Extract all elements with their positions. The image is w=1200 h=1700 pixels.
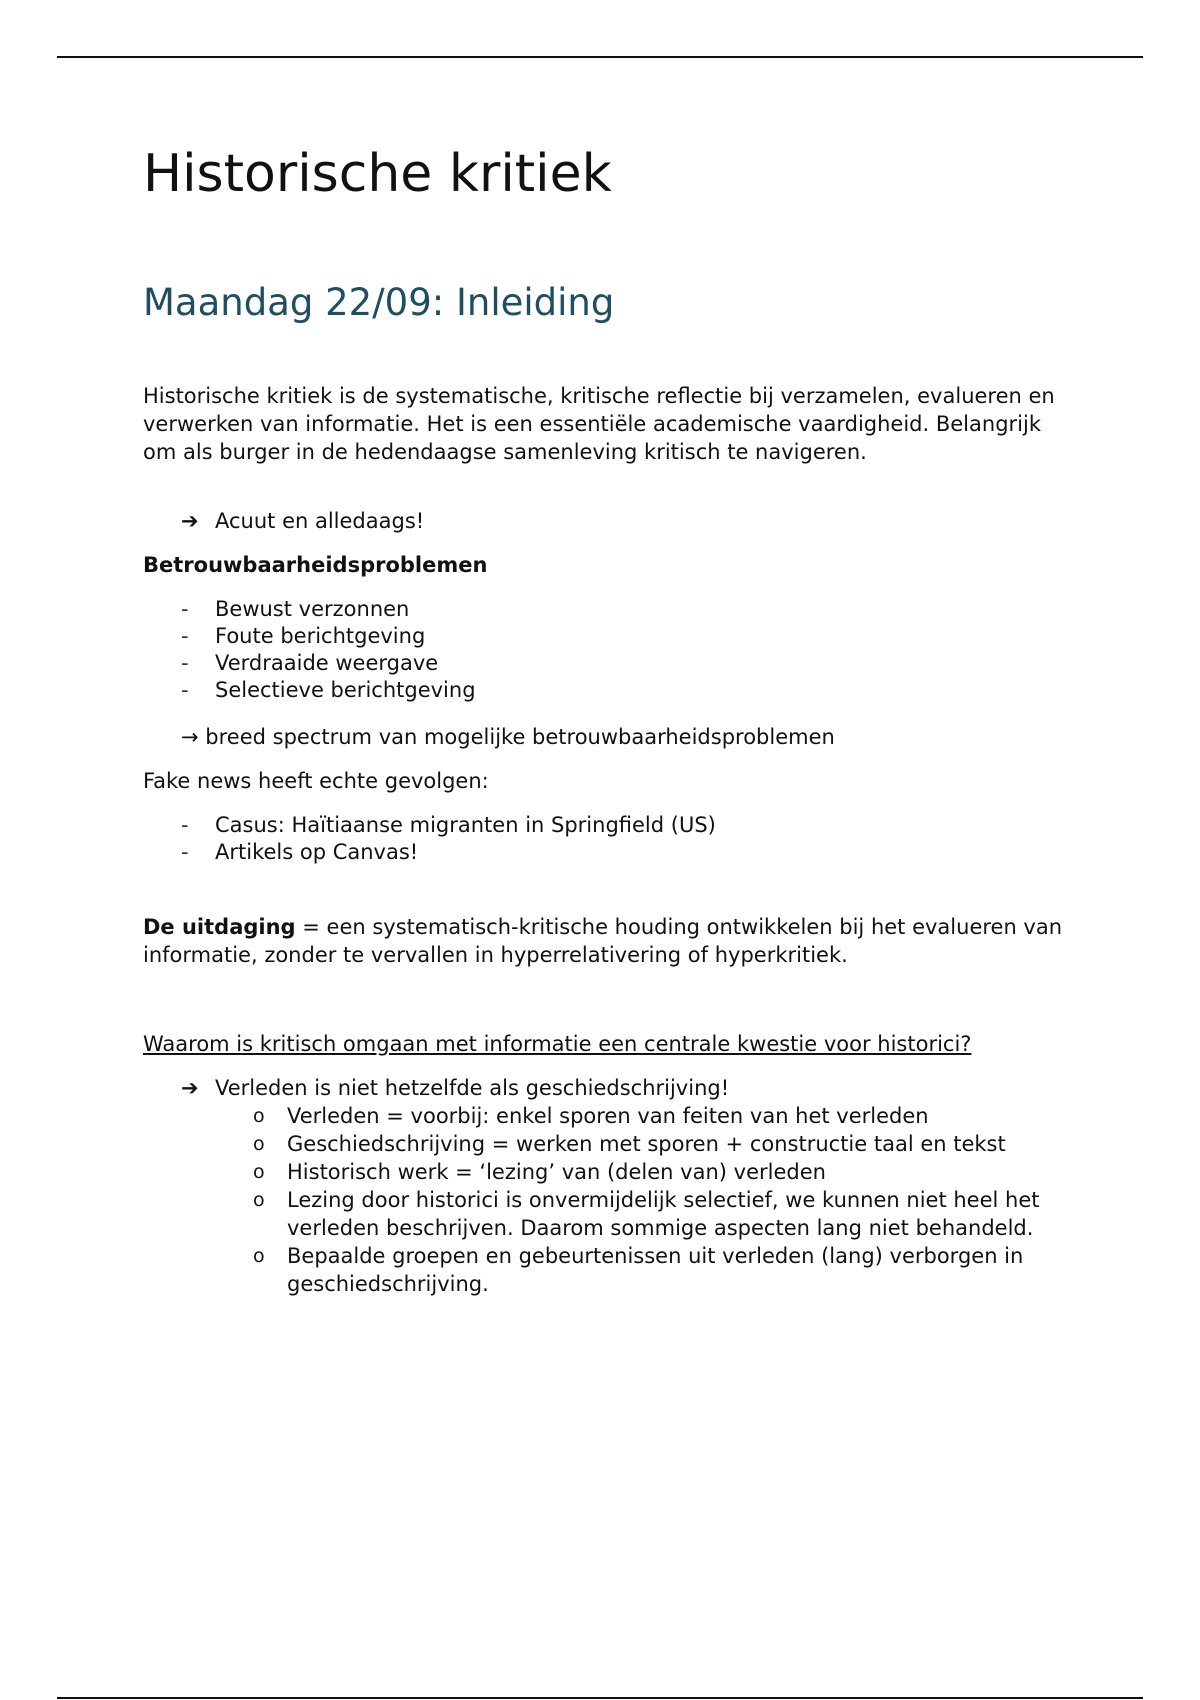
list-item: - Bewust verzonnen xyxy=(181,596,476,623)
intro-paragraph: Historische kritiek is de systematische, kritische reflectie bij verzamelen, evalueren en verwerken van informatie. Het is een essentiële academische vaardigheid. Belangrijk om als burger in de hedendaagse samenleving kritisch te navigeren. xyxy=(143,384,1055,464)
arrow-point-1 xyxy=(181,507,424,535)
fake-news-list xyxy=(181,812,716,866)
challenge-label: De uitdaging xyxy=(143,915,296,939)
list-item: o Geschiedschrijving = werken met sporen + constructie taal en tekst xyxy=(253,1130,1053,1158)
document-body xyxy=(143,138,1063,1296)
arrow-point-text: breed spectrum van mogelijke betrouwbaarheidsproblemen xyxy=(205,725,835,749)
list-item: - Foute berichtgeving xyxy=(181,623,476,650)
list-item: - Verdraaide weergave xyxy=(181,650,476,677)
list-item: o Bepaalde groepen en gebeurtenissen uit verleden (lang) verborgen in geschiedschrijving. xyxy=(253,1242,1053,1298)
arrow-icon: → xyxy=(181,725,199,749)
arrow-point-3 xyxy=(181,1074,729,1102)
arrow-icon: ➔ xyxy=(181,1076,199,1100)
list-item: - Casus: Haïtiaanse migranten in Springfield (US) xyxy=(181,812,716,839)
challenge-paragraph xyxy=(143,913,1063,969)
problems-list xyxy=(181,596,476,704)
list-item: - Selectieve berichtgeving xyxy=(181,677,476,704)
arrow-point-2 xyxy=(181,723,835,751)
list-item: o Verleden = voorbij: enkel sporen van feiten van het verleden xyxy=(253,1102,1053,1130)
central-question xyxy=(143,1030,1063,1058)
list-item: o Lezing door historici is onvermijdelijk selectief, we kunnen niet heel het verleden beschrijven. Daarom sommige aspecten lang niet behandeld. xyxy=(253,1186,1053,1242)
list-item: o Historisch werk = ‘lezing’ van (delen van) verleden xyxy=(253,1158,1053,1186)
arrow-icon: ➔ xyxy=(181,509,199,533)
list-item: - Artikels op Canvas! xyxy=(181,839,716,866)
fake-news-intro: Fake news heeft echte gevolgen: xyxy=(143,769,489,793)
top-rule xyxy=(57,56,1143,58)
arrow-point-text: Acuut en alledaags! xyxy=(215,509,425,533)
problems-heading: Betrouwbaarheidsproblemen xyxy=(143,553,488,577)
section-heading: Maandag 22/09: Inleiding xyxy=(143,281,615,324)
central-question-text: Waarom is kritisch omgaan met informatie een centrale kwestie voor historici? xyxy=(143,1032,972,1056)
bottom-rule xyxy=(57,1697,1143,1699)
document-title: Historische kritiek xyxy=(143,144,612,204)
sub-points-list xyxy=(253,1102,1053,1298)
arrow-point-text: Verleden is niet hetzelfde als geschiedschrijving! xyxy=(215,1076,730,1100)
challenge-text: = een systematisch-kritische houding ontwikkelen bij het evalueren van informatie, zonder te vervallen in hyperrelativering of hyperkritiek. xyxy=(143,915,1063,967)
